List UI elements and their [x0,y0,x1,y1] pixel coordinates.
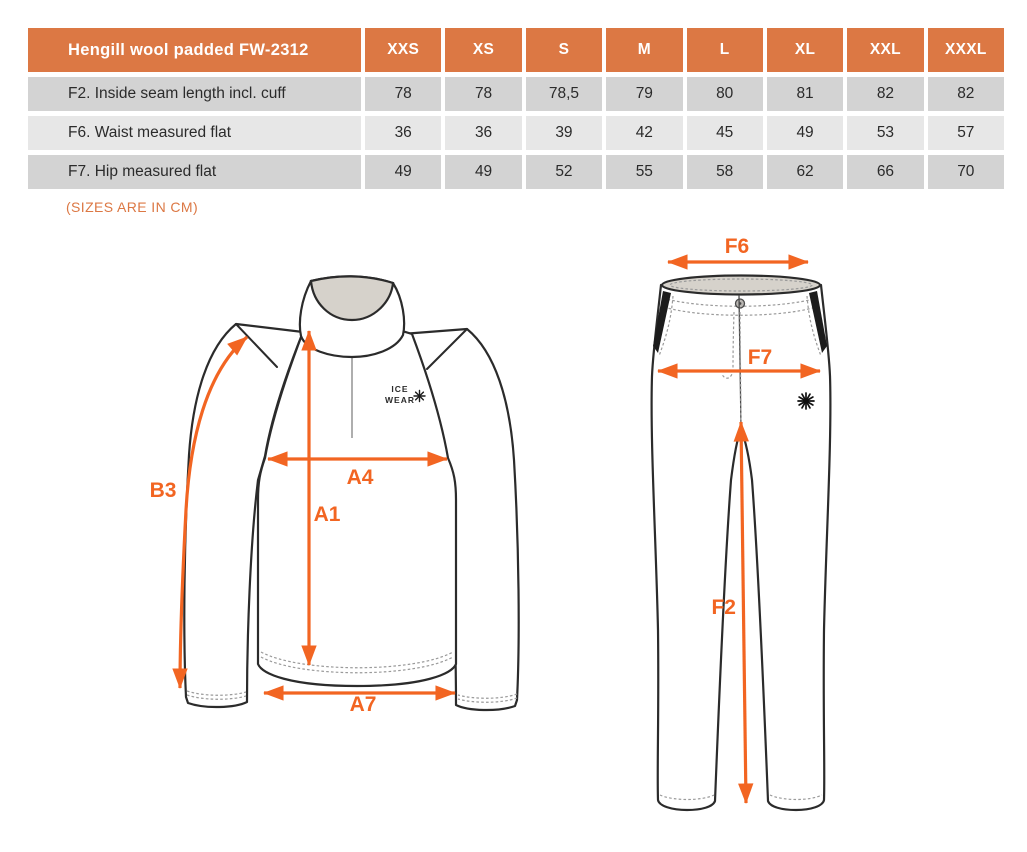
size-header-s: S [526,28,602,72]
value-f2-xxs: 78 [365,77,441,111]
value-f2-xs: 78 [445,77,521,111]
size-header-xxxl: XXXL [928,28,1004,72]
value-f6-xxl: 53 [847,116,923,150]
value-f2-xxxl: 82 [928,77,1004,111]
pants-f6-label: F6 [724,238,750,258]
pants-outline [652,285,831,810]
value-f6-xs: 36 [445,116,521,150]
shirt-a4-label: A4 [346,466,374,489]
value-f7-xs: 49 [445,155,521,189]
icewear-logo-text-wear: WEAR [385,395,415,405]
value-f2-xl: 81 [767,77,843,111]
value-f2-m: 79 [606,77,682,111]
pants-waist-opening [662,276,820,295]
shirt-body [258,325,456,686]
pants-f2-arrow [741,422,746,803]
value-f7-xxl: 66 [847,155,923,189]
size-header-xl: XL [767,28,843,72]
shirt-diagram [148,270,550,735]
sizes-in-cm-note: (SIZES ARE IN CM) [66,199,199,215]
value-f7-xxs: 49 [365,155,441,189]
pants-diagram [625,238,850,848]
value-f2-l: 80 [687,77,763,111]
size-header-l: L [687,28,763,72]
pants-f7-label: F7 [747,346,773,369]
value-f7-l: 58 [687,155,763,189]
product-name-header: Hengill wool padded FW-2312 [28,28,361,72]
size-header-m: M [606,28,682,72]
value-f2-s: 78,5 [526,77,602,111]
icewear-logo-text-ice: ICE [391,384,409,394]
value-f7-s: 52 [526,155,602,189]
shirt-a7-label: A7 [349,693,377,716]
row-label-f7: F7. Hip measured flat [28,155,361,189]
value-f7-xxxl: 70 [928,155,1004,189]
value-f6-l: 45 [687,116,763,150]
value-f7-xl: 62 [767,155,843,189]
size-table [28,28,1004,189]
pants-f2-label: F2 [711,596,736,619]
row-label-f6: F6. Waist measured flat [28,116,361,150]
size-header-xxl: XXL [847,28,923,72]
row-label-f2: F2. Inside seam length incl. cuff [28,77,361,111]
size-header-xs: XS [445,28,521,72]
value-f2-xxl: 82 [847,77,923,111]
value-f6-xxxl: 57 [928,116,1004,150]
snowflake-icon [414,391,425,402]
shirt-b3-label: B3 [149,479,177,502]
value-f6-s: 39 [526,116,602,150]
value-f6-xxs: 36 [365,116,441,150]
shirt-a1-label: A1 [313,503,341,526]
value-f6-xl: 49 [767,116,843,150]
value-f6-m: 42 [606,116,682,150]
size-header-xxs: XXS [365,28,441,72]
value-f7-m: 55 [606,155,682,189]
